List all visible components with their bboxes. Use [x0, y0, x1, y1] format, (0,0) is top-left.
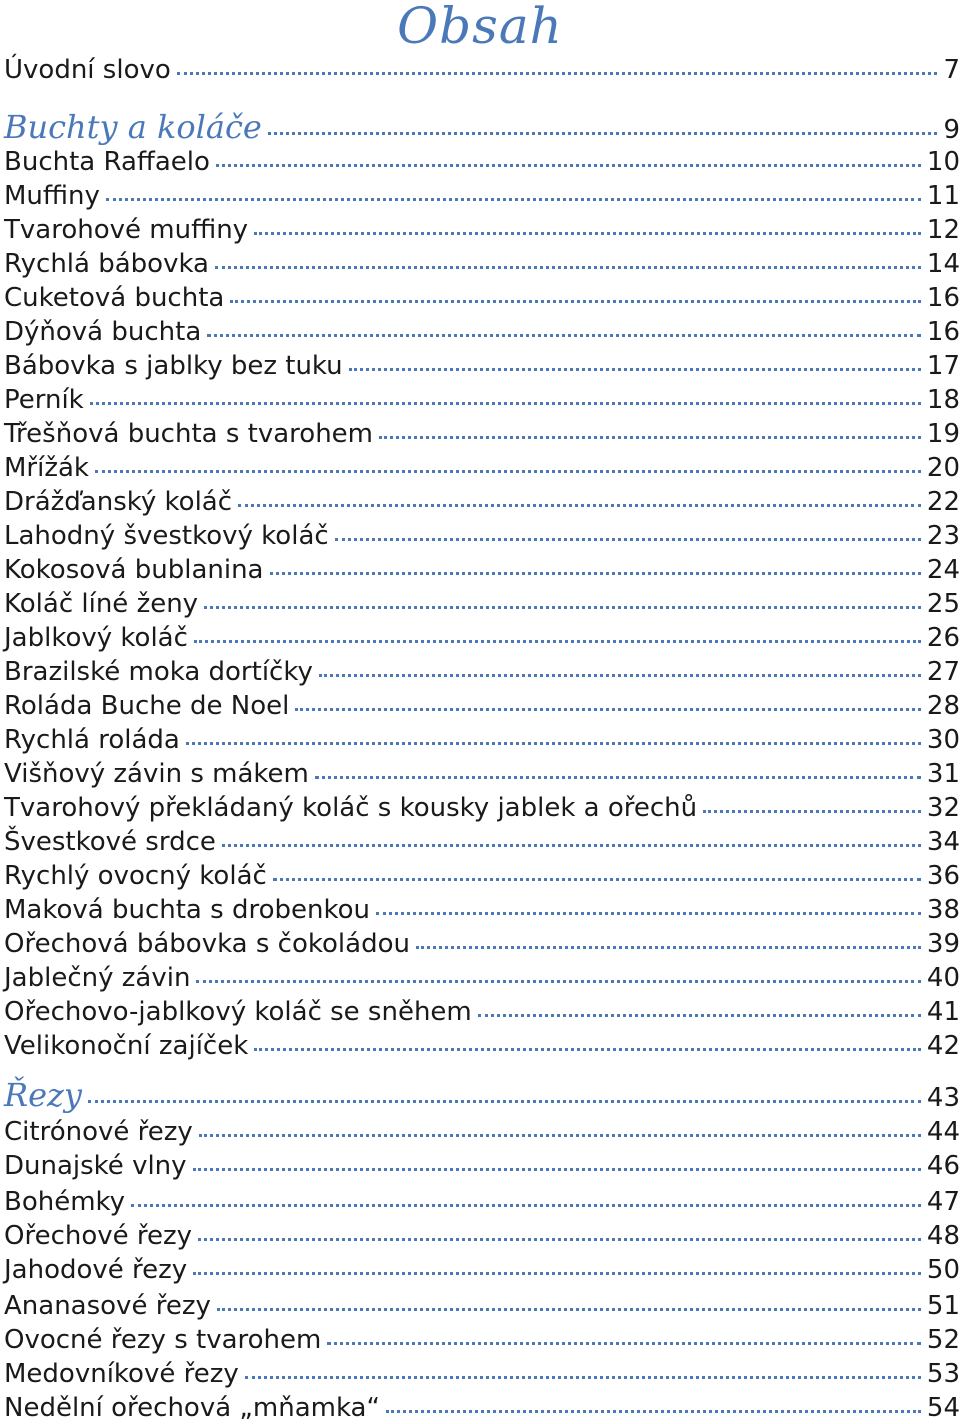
- toc-entry[interactable]: [4, 1290, 960, 1322]
- dot-leader: [270, 572, 921, 575]
- entry-title: Koláč líné ženy: [4, 589, 199, 619]
- dot-leader: [90, 402, 921, 405]
- entry-title: Višňový závin s mákem: [4, 759, 309, 789]
- dot-leader: [215, 266, 921, 269]
- entry-title: Jablečný závin: [4, 963, 191, 993]
- dot-leader: [478, 1014, 921, 1017]
- toc-entry[interactable]: [4, 1030, 960, 1062]
- toc-entry[interactable]: [4, 792, 960, 824]
- page-number: 48: [926, 1221, 960, 1251]
- dot-leader: [230, 300, 921, 303]
- dot-leader: [199, 1134, 921, 1137]
- page-number: 43: [926, 1083, 960, 1113]
- toc-entry[interactable]: [4, 248, 960, 280]
- toc-entry[interactable]: [4, 486, 960, 518]
- entry-title: Rychlý ovocný koláč: [4, 861, 267, 891]
- entry-title: Citrónové řezy: [4, 1117, 193, 1147]
- page-number: 26: [926, 623, 960, 653]
- entry-title: Mřížák: [4, 453, 89, 483]
- entry-title: Švestkové srdce: [4, 827, 216, 857]
- page-number: 11: [926, 181, 960, 211]
- dot-leader: [254, 1048, 921, 1051]
- dot-leader: [194, 640, 921, 643]
- toc-entry[interactable]: [4, 418, 960, 450]
- page-number: 50: [926, 1255, 960, 1285]
- toc-entry[interactable]: [4, 452, 960, 484]
- toc-entry[interactable]: [4, 860, 960, 892]
- toc-entry[interactable]: [4, 1150, 960, 1182]
- page-number: 54: [926, 1393, 960, 1423]
- entry-title: Kokosová bublanina: [4, 555, 264, 585]
- entry-title: Dunajské vlny: [4, 1151, 187, 1181]
- entry-title: Maková buchta s drobenkou: [4, 895, 370, 925]
- page-number: 23: [926, 521, 960, 551]
- toc-entry[interactable]: [4, 180, 960, 212]
- toc-entry[interactable]: [4, 894, 960, 926]
- dot-leader: [186, 742, 921, 745]
- toc-entry[interactable]: [4, 996, 960, 1028]
- dot-leader: [349, 368, 921, 371]
- toc-entry[interactable]: [4, 1392, 960, 1424]
- toc-entry[interactable]: [4, 962, 960, 994]
- dot-leader: [703, 810, 921, 813]
- page-number: 38: [926, 895, 960, 925]
- entry-title: Cuketová buchta: [4, 283, 225, 313]
- dot-leader: [177, 72, 938, 75]
- toc-entry[interactable]: [4, 622, 960, 654]
- section-title: Řezy: [4, 1076, 82, 1114]
- dot-leader: [216, 164, 921, 167]
- toc-entry[interactable]: [4, 656, 960, 688]
- page-number: 30: [926, 725, 960, 755]
- entry-title: Roláda Buche de Noel: [4, 691, 290, 721]
- dot-leader: [327, 1342, 921, 1345]
- toc-entry[interactable]: [4, 1220, 960, 1252]
- page-number: 51: [926, 1291, 960, 1321]
- dot-leader: [238, 504, 921, 507]
- page-number: 24: [926, 555, 960, 585]
- page-number: 31: [926, 759, 960, 789]
- dot-leader: [416, 946, 921, 949]
- entry-title: Drážďanský koláč: [4, 487, 233, 517]
- dot-leader: [131, 1204, 921, 1207]
- dot-leader: [198, 1238, 921, 1241]
- page-number: 12: [926, 215, 960, 245]
- entry-title: Muffiny: [4, 181, 100, 211]
- page-number: 16: [926, 283, 960, 313]
- toc-entry[interactable]: [4, 1324, 960, 1356]
- page-number: 28: [926, 691, 960, 721]
- entry-title: Ořechová bábovka s čokoládou: [4, 929, 410, 959]
- entry-title: Ovocné řezy s tvarohem: [4, 1325, 322, 1355]
- entry-title: Ořechové řezy: [4, 1221, 193, 1251]
- dot-leader: [207, 334, 921, 337]
- dot-leader: [254, 232, 921, 235]
- dot-leader: [95, 470, 921, 473]
- entry-title: Bohémky: [4, 1187, 126, 1217]
- toc-entry[interactable]: [4, 1254, 960, 1286]
- dot-leader: [295, 708, 921, 711]
- page-number: 34: [926, 827, 960, 857]
- toc-entry[interactable]: [4, 554, 960, 586]
- toc-section-heading[interactable]: [4, 108, 960, 146]
- entry-title: Úvodní slovo: [4, 55, 171, 85]
- entry-title: Brazilské moka dortíčky: [4, 657, 313, 687]
- entry-title: Tvarohové muffiny: [4, 215, 249, 245]
- entry-title: Nedělní ořechová „mňamka“: [4, 1393, 380, 1423]
- dot-leader: [106, 198, 921, 201]
- dot-leader: [379, 436, 921, 439]
- toc-entry[interactable]: [4, 928, 960, 960]
- toc-entry[interactable]: [4, 1358, 960, 1390]
- page-number: 18: [926, 385, 960, 415]
- page-number: 27: [926, 657, 960, 687]
- toc-section-heading[interactable]: [4, 1076, 960, 1114]
- entry-title: Velikonoční zajíček: [4, 1031, 249, 1061]
- entry-title: Lahodný švestkový koláč: [4, 521, 329, 551]
- page-number: 42: [926, 1031, 960, 1061]
- dot-leader: [217, 1308, 921, 1311]
- page-number: 53: [926, 1359, 960, 1389]
- dot-leader: [193, 1168, 921, 1171]
- toc-entry[interactable]: [4, 146, 960, 178]
- toc-entry[interactable]: [4, 1186, 960, 1218]
- toc-entry[interactable]: [4, 282, 960, 314]
- page-number: 17: [926, 351, 960, 381]
- page-title: Obsah: [397, 0, 563, 55]
- page-number: 9: [943, 115, 960, 145]
- dot-leader: [273, 878, 921, 881]
- dot-leader: [193, 1272, 921, 1275]
- entry-title: Jahodové řezy: [4, 1255, 188, 1285]
- toc-entry[interactable]: [4, 214, 960, 246]
- page-number: 46: [926, 1151, 960, 1181]
- entry-title: Tvarohový překládaný koláč s kousky jablek a ořechů: [4, 793, 698, 823]
- section-title: Buchty a koláče: [4, 108, 262, 146]
- dot-leader: [315, 776, 921, 779]
- page-number: 41: [926, 997, 960, 1027]
- entry-title: Ořechovo-jablkový koláč se sněhem: [4, 997, 472, 1027]
- page-number: 22: [926, 487, 960, 517]
- page-number: 20: [926, 453, 960, 483]
- entry-title: Medovníkové řezy: [4, 1359, 239, 1389]
- dot-leader: [386, 1410, 921, 1413]
- page-number: 32: [926, 793, 960, 823]
- page-number: 7: [943, 55, 960, 85]
- toc-entry[interactable]: [4, 690, 960, 722]
- page-number: 39: [926, 929, 960, 959]
- dot-leader: [319, 674, 921, 677]
- toc-entry[interactable]: [4, 724, 960, 756]
- entry-title: Ananasové řezy: [4, 1291, 211, 1321]
- toc-entry[interactable]: [4, 758, 960, 790]
- entry-title: Dýňová buchta: [4, 317, 202, 347]
- toc-entry[interactable]: [4, 520, 960, 552]
- entry-title: Třešňová buchta s tvarohem: [4, 419, 373, 449]
- entry-title: Jablkový koláč: [4, 623, 188, 653]
- dot-leader: [268, 132, 938, 135]
- dot-leader: [196, 980, 920, 983]
- dot-leader: [88, 1100, 921, 1103]
- page-number: 14: [926, 249, 960, 279]
- toc-entry[interactable]: [4, 384, 960, 416]
- entry-title: Bábovka s jablky bez tuku: [4, 351, 343, 381]
- dot-leader: [335, 538, 921, 541]
- entry-title: Buchta Raffaelo: [4, 147, 210, 177]
- toc-entry[interactable]: [4, 826, 960, 858]
- page-number: 16: [926, 317, 960, 347]
- page-number: 40: [926, 963, 960, 993]
- page-number: 44: [926, 1117, 960, 1147]
- toc-entry[interactable]: [4, 1116, 960, 1148]
- dot-leader: [376, 912, 921, 915]
- page-number: 10: [926, 147, 960, 177]
- dot-leader: [222, 844, 921, 847]
- toc-entry[interactable]: [4, 316, 960, 348]
- page-number: 36: [926, 861, 960, 891]
- entry-title: Rychlá roláda: [4, 725, 180, 755]
- entry-title: Perník: [4, 385, 84, 415]
- toc-entry[interactable]: [4, 54, 960, 86]
- page-number: 19: [926, 419, 960, 449]
- toc-entry[interactable]: [4, 350, 960, 382]
- entry-title: Rychlá bábovka: [4, 249, 209, 279]
- dot-leader: [245, 1376, 921, 1379]
- page-number: 47: [926, 1187, 960, 1217]
- toc-entry[interactable]: [4, 588, 960, 620]
- page-number: 25: [926, 589, 960, 619]
- page-number: 52: [926, 1325, 960, 1355]
- dot-leader: [204, 606, 921, 609]
